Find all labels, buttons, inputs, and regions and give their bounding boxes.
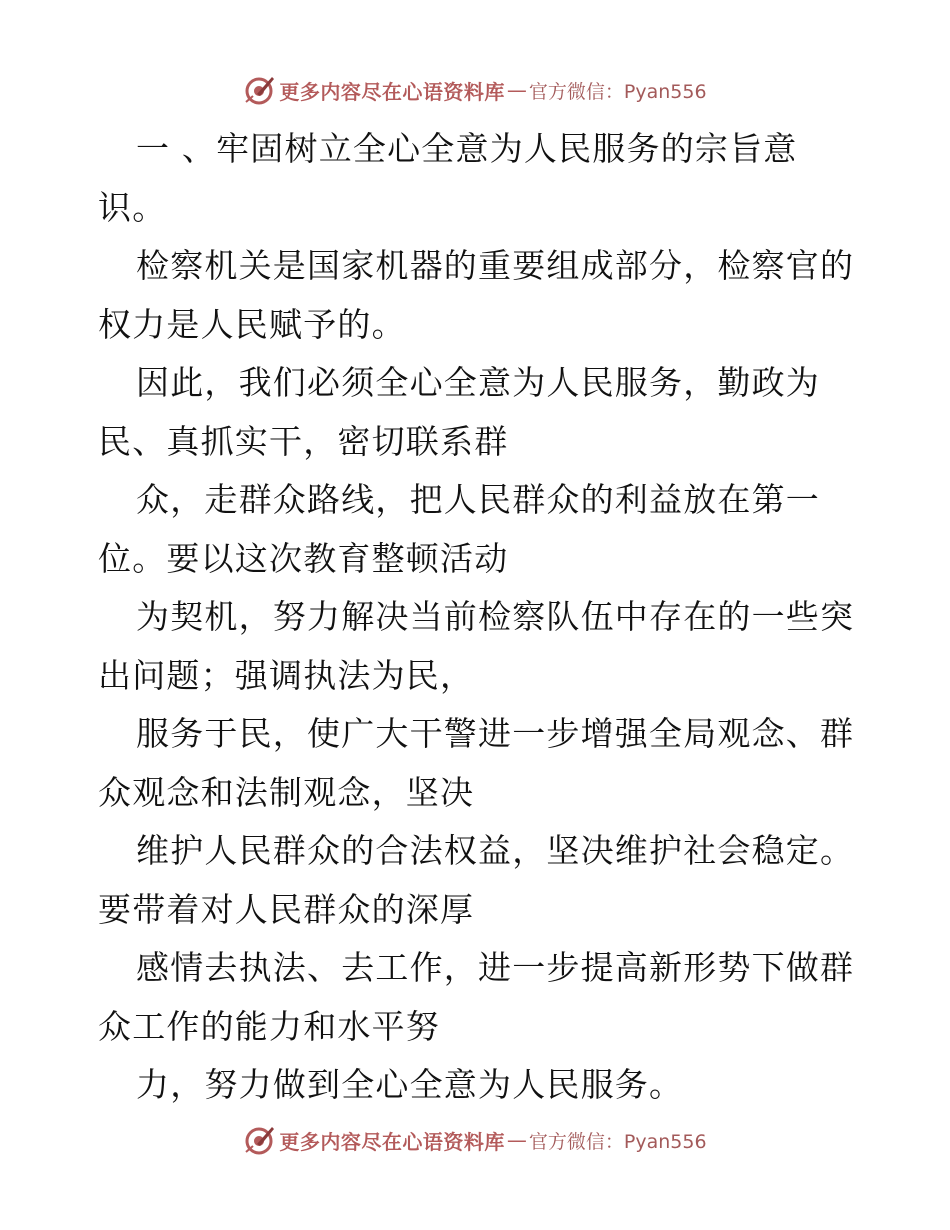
paragraph-1: 一 、牢固树立全心全意为人民服务的宗旨意识。 (98, 129, 798, 227)
paragraph-5: 为契机，努力解决当前检察队伍中存在的一些突出问题；强调执法为民， (98, 597, 855, 695)
paragraph-7: 维护人民群众的合法权益，坚决维护社会稳定。要带着对人民群众的深厚 (98, 831, 855, 929)
paragraph-2: 检察机关是国家机器的重要组成部分，检察官的权力是人民赋予的。 (98, 246, 855, 344)
header-banner (0, 70, 950, 110)
banner-main-text: 更多内容尽在心语资料库 (279, 79, 505, 104)
paragraph-9: 力，努力做到全心全意为人民服务。 (136, 1065, 684, 1104)
paragraph-8: 感情去执法、去工作，进一步提高新形势下做群众工作的能力和水平努 (98, 948, 855, 1046)
banner-separator: — (506, 78, 527, 102)
paragraph-4: 众，走群众路线，把人民群众的利益放在第一位。要以这次教育整顿活动 (98, 480, 820, 578)
paragraph-6: 服务于民，使广大干警进一步增强全局观念、群众观念和法制观念，坚决 (98, 714, 855, 812)
banner-separator: — (506, 1128, 527, 1152)
footer-banner (0, 1120, 950, 1160)
banner-wechat-text: 官方微信：Pyan556 (528, 1130, 707, 1153)
paragraph-3: 因此，我们必须全心全意为人民服务，勤政为民、真抓实干，密切联系群 (98, 363, 820, 461)
banner-wechat-text: 官方微信：Pyan556 (528, 80, 707, 103)
quill-pen-logo-icon (243, 1124, 275, 1156)
banner-main-text: 更多内容尽在心语资料库 (279, 1129, 505, 1154)
quill-pen-logo-icon (243, 74, 275, 106)
document-body (98, 120, 858, 1115)
